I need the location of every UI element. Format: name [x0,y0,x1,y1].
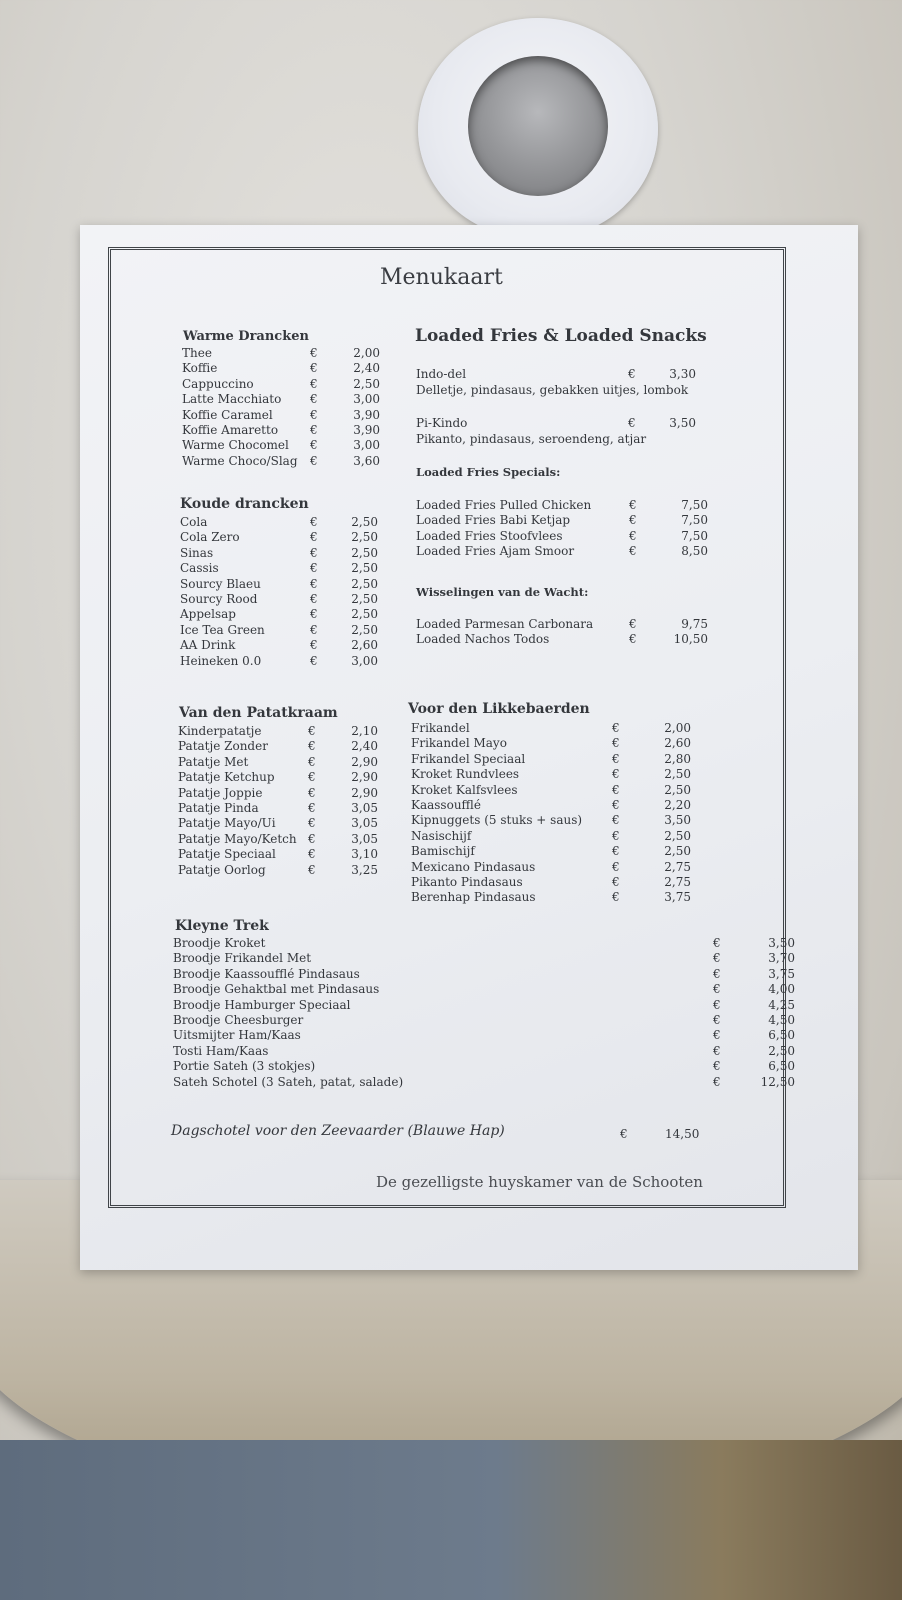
item-price: 2,50 [351,607,378,622]
kleyne-heading: Kleyne Trek [175,918,269,934]
item-name: Kinderpatatje [178,724,262,738]
euro-sign: € [310,392,318,407]
item-price: 2,00 [664,721,691,735]
euro-sign: € [628,416,636,430]
item-price: 2,50 [353,376,380,391]
menu-item-row [173,936,795,951]
menu-item-row [173,1043,795,1059]
euro-sign: € [612,721,620,735]
item-price: 6,50 [768,1028,795,1043]
item-name: Latte Macchiato [182,392,282,407]
menu-item-row [411,844,693,859]
euro-sign: € [713,1028,721,1043]
item-price: 3,00 [351,653,378,668]
item-price: 2,50 [351,515,378,529]
euro-sign: € [629,617,637,631]
menu-item-row [416,544,716,559]
menu-item-row [178,739,380,754]
item-price: 2,75 [664,859,691,874]
item-name: Broodje Kaassoufflé Pindasaus [173,966,360,981]
euro-sign: € [310,376,318,391]
snack-price: 3,30 [669,367,696,381]
item-name: Patatje Ketchup [178,770,275,785]
menu-item-row [182,408,382,423]
item-name: Sateh Schotel (3 Sateh, patat, salade) [173,1074,404,1089]
euro-sign: € [308,724,316,738]
euro-sign: € [713,1043,721,1058]
menu-item-row [411,860,693,875]
menu-item-row [178,786,380,801]
menu-item-row [411,752,693,767]
euro-sign: € [308,847,316,862]
item-price: 3,10 [351,847,378,862]
item-name: Patatje Mayo/Ketch [178,831,297,846]
snack-price: 3,50 [669,416,696,430]
wissel-heading: Wisselingen van de Wacht: [416,585,589,599]
item-name: Berenhap Pindasaus [411,890,536,905]
menu-item-row [180,623,380,638]
menu-item-row [411,829,693,844]
item-price: 7,50 [681,528,708,543]
item-name: Heineken 0.0 [180,653,262,668]
item-name: Loaded Fries Babi Ketjap [416,513,571,528]
umbrella-hole-opening [468,56,608,196]
item-name: Koffie Caramel [182,407,273,422]
euro-sign: € [713,1012,721,1027]
euro-sign: € [310,530,318,545]
euro-sign: € [310,591,318,606]
euro-sign: € [310,622,318,637]
item-price: 3,00 [353,392,380,407]
euro-sign: € [612,874,620,889]
item-price: 2,50 [664,844,691,859]
likke-heading: Voor den Likkebaerden [408,701,590,717]
menu-item-row [180,530,380,545]
item-name: Patatje Joppie [178,785,263,800]
euro-sign: € [310,422,318,437]
snack-name: Indo-del [416,367,467,381]
menu-item-row [411,736,693,751]
item-name: Broodje Cheesburger [173,1012,304,1027]
floor [0,1440,902,1600]
item-name: Cassis [180,561,219,576]
euro-sign: € [308,831,316,846]
item-price: 2,80 [664,751,691,766]
item-name: Warme Choco/Slag [182,453,298,468]
menu-item-row [173,951,795,966]
item-name: Patatje Oorlog [178,862,266,877]
euro-sign: € [310,653,318,668]
menu-item-row [178,770,380,785]
daily-special-price: 14,50 [665,1127,700,1141]
item-price: 3,60 [353,453,380,468]
item-price: 2,40 [351,739,378,754]
menu-item-row [182,438,382,453]
item-name: Patatje Met [178,754,249,769]
specials-list [416,498,716,560]
euro-sign: € [612,813,620,828]
item-price: 2,20 [664,797,691,812]
item-name: Ice Tea Green [180,622,265,637]
euro-sign: € [308,770,316,785]
snack-desc: Pikanto, pindasaus, seroendeng, atjar [416,432,647,446]
menu-item-row [182,346,382,361]
menu-item-row [173,1012,795,1028]
item-name: Koffie [182,361,218,376]
daily-special-name: Dagschotel voor den Zeevaarder (Blauwe Hap) [171,1123,505,1139]
item-price: 4,25 [768,997,795,1012]
item-name: Kaassoufflé [411,797,482,812]
item-name: Frikandel Mayo [411,736,507,751]
euro-sign: € [612,890,620,905]
euro-sign: € [629,528,637,543]
item-name: Tosti Ham/Kaas [173,1043,269,1058]
item-price: 2,10 [351,724,378,738]
menu-item-row [180,592,380,607]
item-name: Patatje Speciaal [178,847,276,862]
menu-item-row [416,513,716,528]
item-name: Kroket Rundvlees [411,767,520,782]
euro-sign: € [310,638,318,653]
item-price: 2,50 [351,545,378,560]
item-name: Thee [182,346,212,360]
item-name: Patatje Pinda [178,800,259,815]
euro-sign: € [612,767,620,782]
item-price: 2,90 [351,754,378,769]
item-price: 2,50 [351,622,378,637]
item-price: 7,50 [681,513,708,528]
item-name: Sinas [180,545,214,560]
euro-sign: € [308,800,316,815]
item-name: Loaded Fries Ajam Smoor [416,544,575,559]
menu-item-row [178,724,380,739]
menu-item-row [178,863,380,878]
euro-sign: € [713,936,721,950]
item-price: 3,50 [768,936,795,950]
euro-sign: € [310,361,318,376]
euro-sign: € [713,982,721,997]
menu-item-row [178,755,380,770]
menu-item-row [182,361,382,376]
item-price: 2,50 [351,591,378,606]
menu-item-row [182,377,382,392]
euro-sign: € [310,407,318,422]
item-price: 9,75 [681,617,708,631]
item-name: Bamischijf [411,844,475,859]
menu-item-row [416,617,716,632]
item-price: 2,60 [351,638,378,653]
euro-sign: € [612,782,620,797]
item-price: 4,50 [768,1012,795,1027]
item-price: 12,50 [760,1074,795,1089]
menu-item-row [173,1059,795,1074]
snack-desc: Delletje, pindasaus, gebakken uitjes, lombok [416,383,689,397]
item-price: 3,50 [664,813,691,828]
item-name: Cola [180,515,208,529]
menu-item-row [178,816,380,831]
euro-sign: € [629,513,637,528]
item-price: 2,60 [664,736,691,751]
item-price: 2,75 [664,874,691,889]
menu-item-row [180,561,380,576]
item-name: Broodje Frikandel Met [173,951,312,966]
menu-item-row [178,801,380,816]
euro-sign: € [612,828,620,843]
item-price: 2,50 [664,782,691,797]
item-price: 2,50 [768,1043,795,1058]
menu-footer: De gezelligste huyskamer van de Schooten [376,1173,703,1191]
item-name: Mexicano Pindasaus [411,859,536,874]
euro-sign: € [629,544,637,559]
loaded-heading: Loaded Fries & Loaded Snacks [415,326,707,346]
euro-sign: € [713,997,721,1012]
menu-item-row [173,966,795,982]
item-price: 3,05 [351,800,378,815]
item-price: 3,70 [768,951,795,966]
item-price: 2,90 [351,785,378,800]
item-name: Sourcy Rood [180,591,258,606]
wissel-list [416,617,716,648]
item-name: Loaded Nachos Todos [416,632,550,647]
item-price: 8,50 [681,544,708,559]
item-name: Nasischijf [411,828,472,843]
item-name: Patatje Zonder [178,739,268,754]
menu-title: Menukaart [380,265,503,290]
item-price: 2,50 [351,576,378,591]
item-price: 2,90 [351,770,378,785]
item-name: Loaded Fries Stoofvlees [416,528,563,543]
item-price: 10,50 [673,632,708,647]
item-name: Cappuccino [182,376,254,391]
item-price: 4,00 [768,982,795,997]
snack-name: Pi-Kindo [416,416,468,430]
item-name: Sourcy Blaeu [180,576,261,591]
menu-item-row [180,577,380,592]
euro-sign: € [620,1127,628,1141]
euro-sign: € [310,438,318,453]
menu-item-row [178,832,380,847]
item-price: 3,90 [353,407,380,422]
menu-item-row [182,423,382,438]
menu-item-row [411,767,693,782]
item-price: 3,05 [351,816,378,831]
menu-item-row [178,847,380,862]
menu-item-row [411,890,693,905]
menu-item-row [180,515,380,530]
menu-item-row [411,875,693,890]
koude-heading: Koude drancken [180,496,309,512]
menu-item-row [173,982,795,997]
euro-sign: € [308,816,316,831]
euro-sign: € [310,576,318,591]
menu-item-row [182,392,382,407]
menu-item-row [173,1028,795,1043]
euro-sign: € [310,607,318,622]
euro-sign: € [612,751,620,766]
item-price: 2,40 [353,361,380,376]
item-name: Broodje Gehaktbal met Pindasaus [173,982,380,997]
euro-sign: € [713,1059,721,1074]
item-price: 2,50 [664,828,691,843]
menu-item-row [182,454,382,469]
menu-item-row [411,721,693,736]
item-name: Frikandel [411,721,470,735]
item-price: 6,50 [768,1059,795,1074]
specials-heading: Loaded Fries Specials: [416,465,561,479]
item-price: 2,00 [353,346,380,360]
warme-heading: Warme Drancken [183,329,309,344]
menu-item-row [416,529,716,544]
item-name: Loaded Parmesan Carbonara [416,617,594,631]
item-price: 3,75 [768,966,795,981]
item-name: Loaded Fries Pulled Chicken [416,498,592,512]
item-name: Patatje Mayo/Ui [178,816,276,831]
patat-heading: Van den Patatkraam [179,705,338,721]
euro-sign: € [310,346,318,360]
warme-list [182,346,382,469]
item-price: 3,75 [664,890,691,905]
euro-sign: € [308,754,316,769]
item-name: Portie Sateh (3 stokjes) [173,1059,316,1074]
menu-item-row [180,638,380,653]
item-price: 3,90 [353,422,380,437]
euro-sign: € [310,515,318,529]
euro-sign: € [612,797,620,812]
menu-item-row [180,607,380,622]
item-price: 3,05 [351,831,378,846]
euro-sign: € [628,367,636,381]
menu-item-row [173,997,795,1013]
euro-sign: € [629,498,637,512]
euro-sign: € [713,966,721,981]
koude-list [180,515,380,669]
menu-item-row [173,1074,795,1090]
euro-sign: € [308,785,316,800]
menu-item-row [416,632,716,647]
snack-indo [416,367,716,397]
euro-sign: € [612,844,620,859]
umbrella-hole [418,18,658,240]
euro-sign: € [612,859,620,874]
menu-item-row [411,783,693,798]
item-name: Pikanto Pindasaus [411,874,523,889]
item-price: 2,50 [351,561,378,576]
euro-sign: € [308,739,316,754]
item-name: Broodje Kroket [173,936,266,950]
item-name: Appelsap [180,607,236,622]
item-name: Cola Zero [180,530,240,545]
euro-sign: € [612,736,620,751]
item-name: AA Drink [180,638,236,653]
euro-sign: € [629,632,637,647]
euro-sign: € [310,545,318,560]
item-price: 3,00 [353,438,380,453]
likke-list [411,721,693,906]
euro-sign: € [713,1074,721,1089]
item-price: 2,50 [351,530,378,545]
euro-sign: € [310,561,318,576]
menu-card [80,225,858,1270]
item-name: Koffie Amaretto [182,422,279,437]
item-name: Warme Chocomel [182,438,289,453]
menu-item-row [416,498,716,513]
menu-item-row [411,813,693,828]
menu-item-row [180,654,380,669]
item-name: Frikandel Speciaal [411,751,526,766]
item-price: 3,25 [351,862,378,877]
item-name: Broodje Hamburger Speciaal [173,997,351,1012]
item-price: 2,50 [664,767,691,782]
snack-pikindo [416,416,716,446]
menu-item-row [411,798,693,813]
patat-list [178,724,380,878]
menu-item-row [180,546,380,561]
kleyne-list [173,936,795,1090]
euro-sign: € [713,951,721,966]
item-price: 7,50 [681,498,708,512]
euro-sign: € [310,453,318,468]
euro-sign: € [308,862,316,877]
item-name: Kroket Kalfsvlees [411,782,518,797]
item-name: Uitsmijter Ham/Kaas [173,1028,301,1043]
item-name: Kipnuggets (5 stuks + saus) [411,813,583,828]
